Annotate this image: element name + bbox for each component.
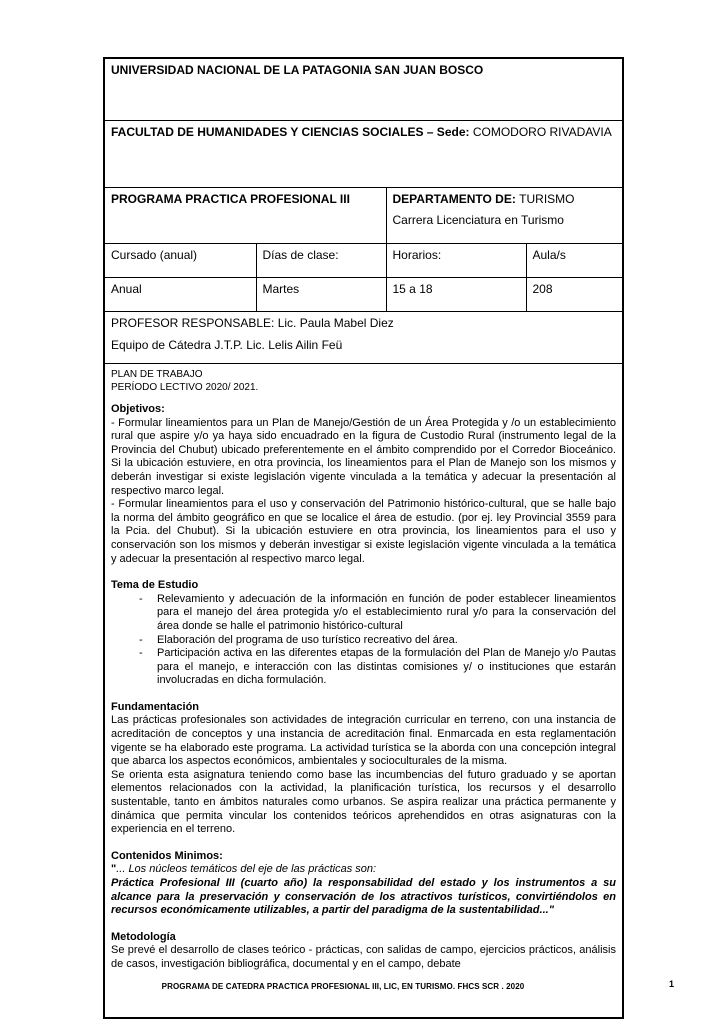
metodologia-paragraph: Se prevé el desarrollo de clases teórico - prácticas, con salidas de campo, ejercicios prácticos, análisis de casos, investigación bibliográfica, documental y en el campo, debate: [111, 944, 616, 970]
horarios-value-cell: 15 a 18: [386, 278, 526, 312]
page-number: 1: [669, 979, 675, 989]
plan-de-trabajo-content: [111, 368, 616, 1001]
aula-value-cell: 208: [526, 278, 623, 312]
dias-header-cell: Días de clase:: [256, 244, 386, 278]
faculty-cell: [104, 121, 623, 188]
aula-header-cell: Aula/s: [526, 244, 623, 278]
plan-de-trabajo-cell: [104, 364, 623, 1019]
objetivos-paragraph-2: - Formular lineamientos para el uso y conservación del Patrimonio histórico-cultural, que se halle bajo la norma del ámbito geográfico en que se localice el área de estudio. (por ej. ley Provincial 3559 para la Pcia. del Chubut). Si la ubicación estuviere en otra provincia, los lineamientos para el uso y conservación son los mismos y deberán investigar si existe legislación vigente vinculada a la temática y adecuar la presentación al respectivo marco legal.: [111, 498, 616, 565]
program-title-cell: [104, 188, 386, 244]
metodologia-heading: Metodología: [111, 930, 176, 943]
contenidos-quote-intro: "... Los núcleos temáticos del eje de las prácticas son:: [111, 863, 377, 876]
career-line: Carrera Licenciatura en Turismo: [392, 213, 564, 227]
objetivos-heading: Objetivos:: [111, 403, 165, 415]
list-item: - Elaboración del programa de uso turístico recreativo del área.: [111, 634, 616, 648]
university-cell: [104, 58, 623, 121]
cursado-value-cell: Anual: [104, 278, 256, 312]
profesor-responsable-line: PROFESOR RESPONSABLE: Lic. Paula Mabel Diez: [111, 316, 394, 330]
faculty-sede-value: COMODORO RIVADAVIA: [472, 125, 612, 139]
faculty-label: FACULTAD DE HUMANIDADES Y CIENCIAS SOCIALES – Sede:: [111, 125, 473, 139]
tema-de-estudio-heading: Tema de Estudio: [111, 579, 199, 592]
fundamentacion-paragraph-2: Se orienta esta asignatura teniendo como base las incumbencias del futuro graduado y se aportan elementos relacionados con la actividad, la planificación turística, los recursos y el desarrollo sustentable, tanto en ámbitos naturales como urbanos. Se aspira realizar una práctica permanente y dinámica que permita vincular los contenidos teóricos aprehendidos en otras asignaturas con la experiencia en el terreno.: [111, 768, 616, 836]
department-label: DEPARTAMENTO DE:: [392, 192, 520, 206]
quote-mark: ": [111, 863, 117, 876]
department-cell: [386, 188, 623, 244]
university-title: UNIVERSIDAD NACIONAL DE LA PATAGONIA SAN JUAN BOSCO: [111, 63, 484, 77]
list-item: - Participación activa en las diferentes etapas de la formulación del Plan de Manejo y/o Pautas para el manejo, e interacción con las distintas comisiones y/ o instituciones que estarán involucradas en dicha formulación.: [111, 647, 616, 688]
list-item: - Relevamiento y adecuación de la información en función de poder establecer lineamientos para el manejo del área protegida y/o el establecimiento rural y/o para la conservación del área donde se halle el patrimonio histórico-cultural: [111, 593, 616, 634]
fundamentacion-paragraph-1: Las prácticas profesionales son actividades de integración curricular en terreno, con una instancia de acreditación de conceptos y una instancia de acreditación final. Enmarcada en esta reglamentación vigente se ha elaborado este programa. La actividad turística se la aborda con una concepción integral que abarca los aspectos económicos, ambientales y socioculturales de la misma.: [111, 714, 616, 768]
program-title: PROGRAMA PRACTICA PROFESIONAL III: [111, 192, 350, 206]
equipo-catedra-line: Equipo de Cátedra J.T.P. Lic. Lelis Ailin Feü: [111, 338, 343, 352]
contenidos-minimos-heading: Contenidos Minimos:: [111, 849, 223, 862]
plan-period-line: PERÍODO LECTIVO 2020/ 2021.: [111, 382, 259, 393]
horarios-header-cell: Horarios:: [386, 244, 526, 278]
fundamentacion-heading: Fundamentación: [111, 700, 200, 713]
profesor-cell: [104, 312, 623, 364]
plan-block: [111, 368, 616, 394]
plan-title-line: PLAN DE TRABAJO: [111, 369, 203, 380]
footer-text: PROGRAMA DE CATEDRA PRACTICA PROFESIONAL III, LIC, EN TURISMO. FHCS SCR . 2020: [161, 982, 525, 991]
department-value: TURISMO: [519, 192, 575, 206]
tema-de-estudio-list: [111, 593, 616, 688]
cursado-header-cell: Cursado (anual): [104, 244, 256, 278]
objetivos-paragraph-1: - Formular lineamientos para un Plan de Manejo/Gestión de un Área Protegida y /o un establecimiento rural que aspire y/o ya haya sido encuadrado en la figura de Custodio Rural (instrumento legal de la Provincia del Chubut) ubicado preferentemente en el ámbito comprendido por el Corredor Bioceánico. Si la ubicación estuviere, en otra provincia, los lineamientos para el Plan de Manejo son los mismos y deberán investigar si existe legislación vigente vinculada a la temática y adecuar la presentación al respectivo marco legal.: [111, 416, 616, 497]
program-document-table: [103, 57, 624, 1019]
dias-value-cell: Martes: [256, 278, 386, 312]
contenidos-quote-body: Práctica Profesional III (cuarto año) la responsabilidad del estado y los instrumentos a su alcance para la preservación y conservación de los atractivos turísticos, convirtiéndolos en recursos económicamente utilizables, a partir del paradigma de la sustentabilidad...": [111, 877, 616, 917]
department-line: [393, 192, 617, 206]
